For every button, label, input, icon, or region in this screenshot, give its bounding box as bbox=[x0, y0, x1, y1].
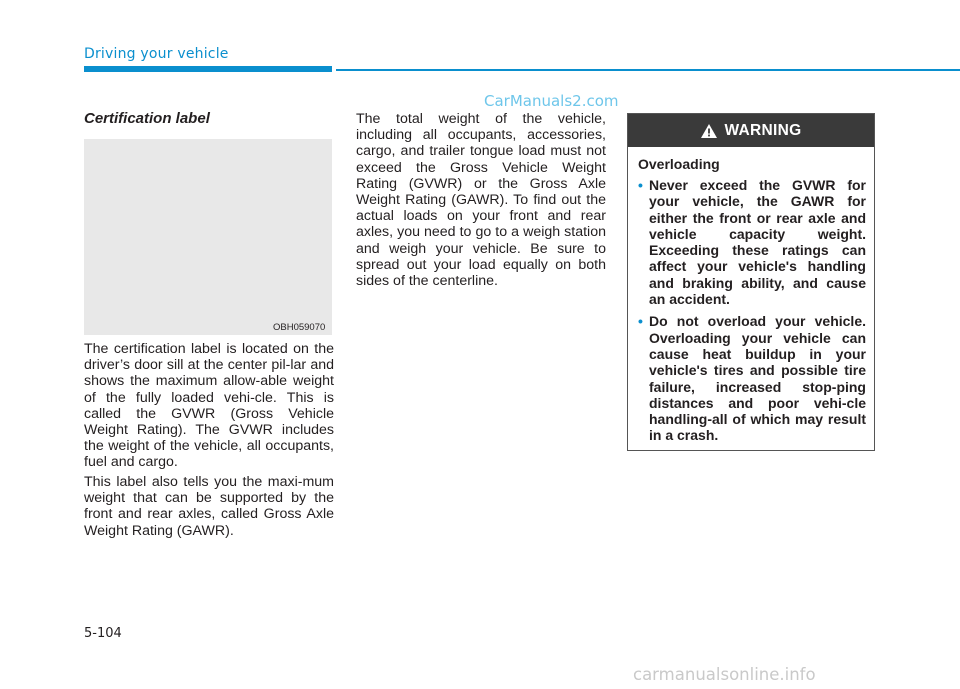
bullet-icon: • bbox=[638, 313, 643, 330]
warning-box bbox=[627, 113, 875, 451]
figure-code: OBH059070 bbox=[273, 322, 326, 333]
header-rule-thick bbox=[84, 66, 332, 72]
watermark-top: CarManuals2.com bbox=[484, 92, 619, 110]
section-heading: Certification label bbox=[84, 110, 210, 127]
page-number: 5-104 bbox=[84, 626, 122, 641]
certification-label-image bbox=[84, 139, 332, 335]
warning-title: WARNING bbox=[724, 121, 802, 139]
watermark-bottom: carmanualsonline.info bbox=[633, 665, 816, 684]
warning-subtitle: Overloading bbox=[638, 156, 720, 172]
warning-item-text: Do not overload your vehicle. Overloading your vehicle can cause heat buildup in your vehicle's tires and possible tire failure, increased stop-ping distances and poor vehi-cle handling-all of which may result in a crash. bbox=[649, 313, 866, 444]
paragraph-total-weight: The total weight of the vehicle, including all occupants, accessories, cargo, and trailer tongue load must not exceed the Gross Vehicle Weight Rating (GVWR) or the Gross Axle Weight Rating (GAWR). To find out the actual loads on your front and rear axles, you need to go to a weigh station and weigh your vehicle. Be sure to spread out your load equally on both sides of the centerline. bbox=[356, 111, 606, 290]
warning-item bbox=[638, 177, 866, 307]
paragraph-certification-location: The certification label is located on the driver’s door sill at the center pil-lar and shows the maximum allow-able weight of the fully loaded vehi-cle. This is called the GVWR (Gross Vehicle Weight Rating). The GVWR includes the weight of the vehicle, all occupants, fuel and cargo. bbox=[84, 341, 334, 471]
warning-list bbox=[638, 177, 866, 444]
bullet-icon: • bbox=[638, 177, 643, 193]
header-rule-thin bbox=[336, 69, 960, 71]
warning-body bbox=[628, 147, 874, 444]
warning-item-text: Never exceed the GVWR for your vehicle, the GAWR for either the front or rear axle and vehicle capacity weight. Exceeding these ratings can affect your vehicle's handling and braking ability, and cause an accident. bbox=[649, 177, 866, 308]
section-title: Driving your vehicle bbox=[84, 46, 229, 62]
warning-item bbox=[638, 313, 866, 443]
warning-triangle-icon bbox=[700, 123, 718, 139]
warning-header bbox=[628, 114, 874, 147]
paragraph-axle-rating: This label also tells you the maxi-mum weight that can be supported by the front and rear axles, called Gross Axle Weight Rating (GAWR). bbox=[84, 474, 334, 539]
